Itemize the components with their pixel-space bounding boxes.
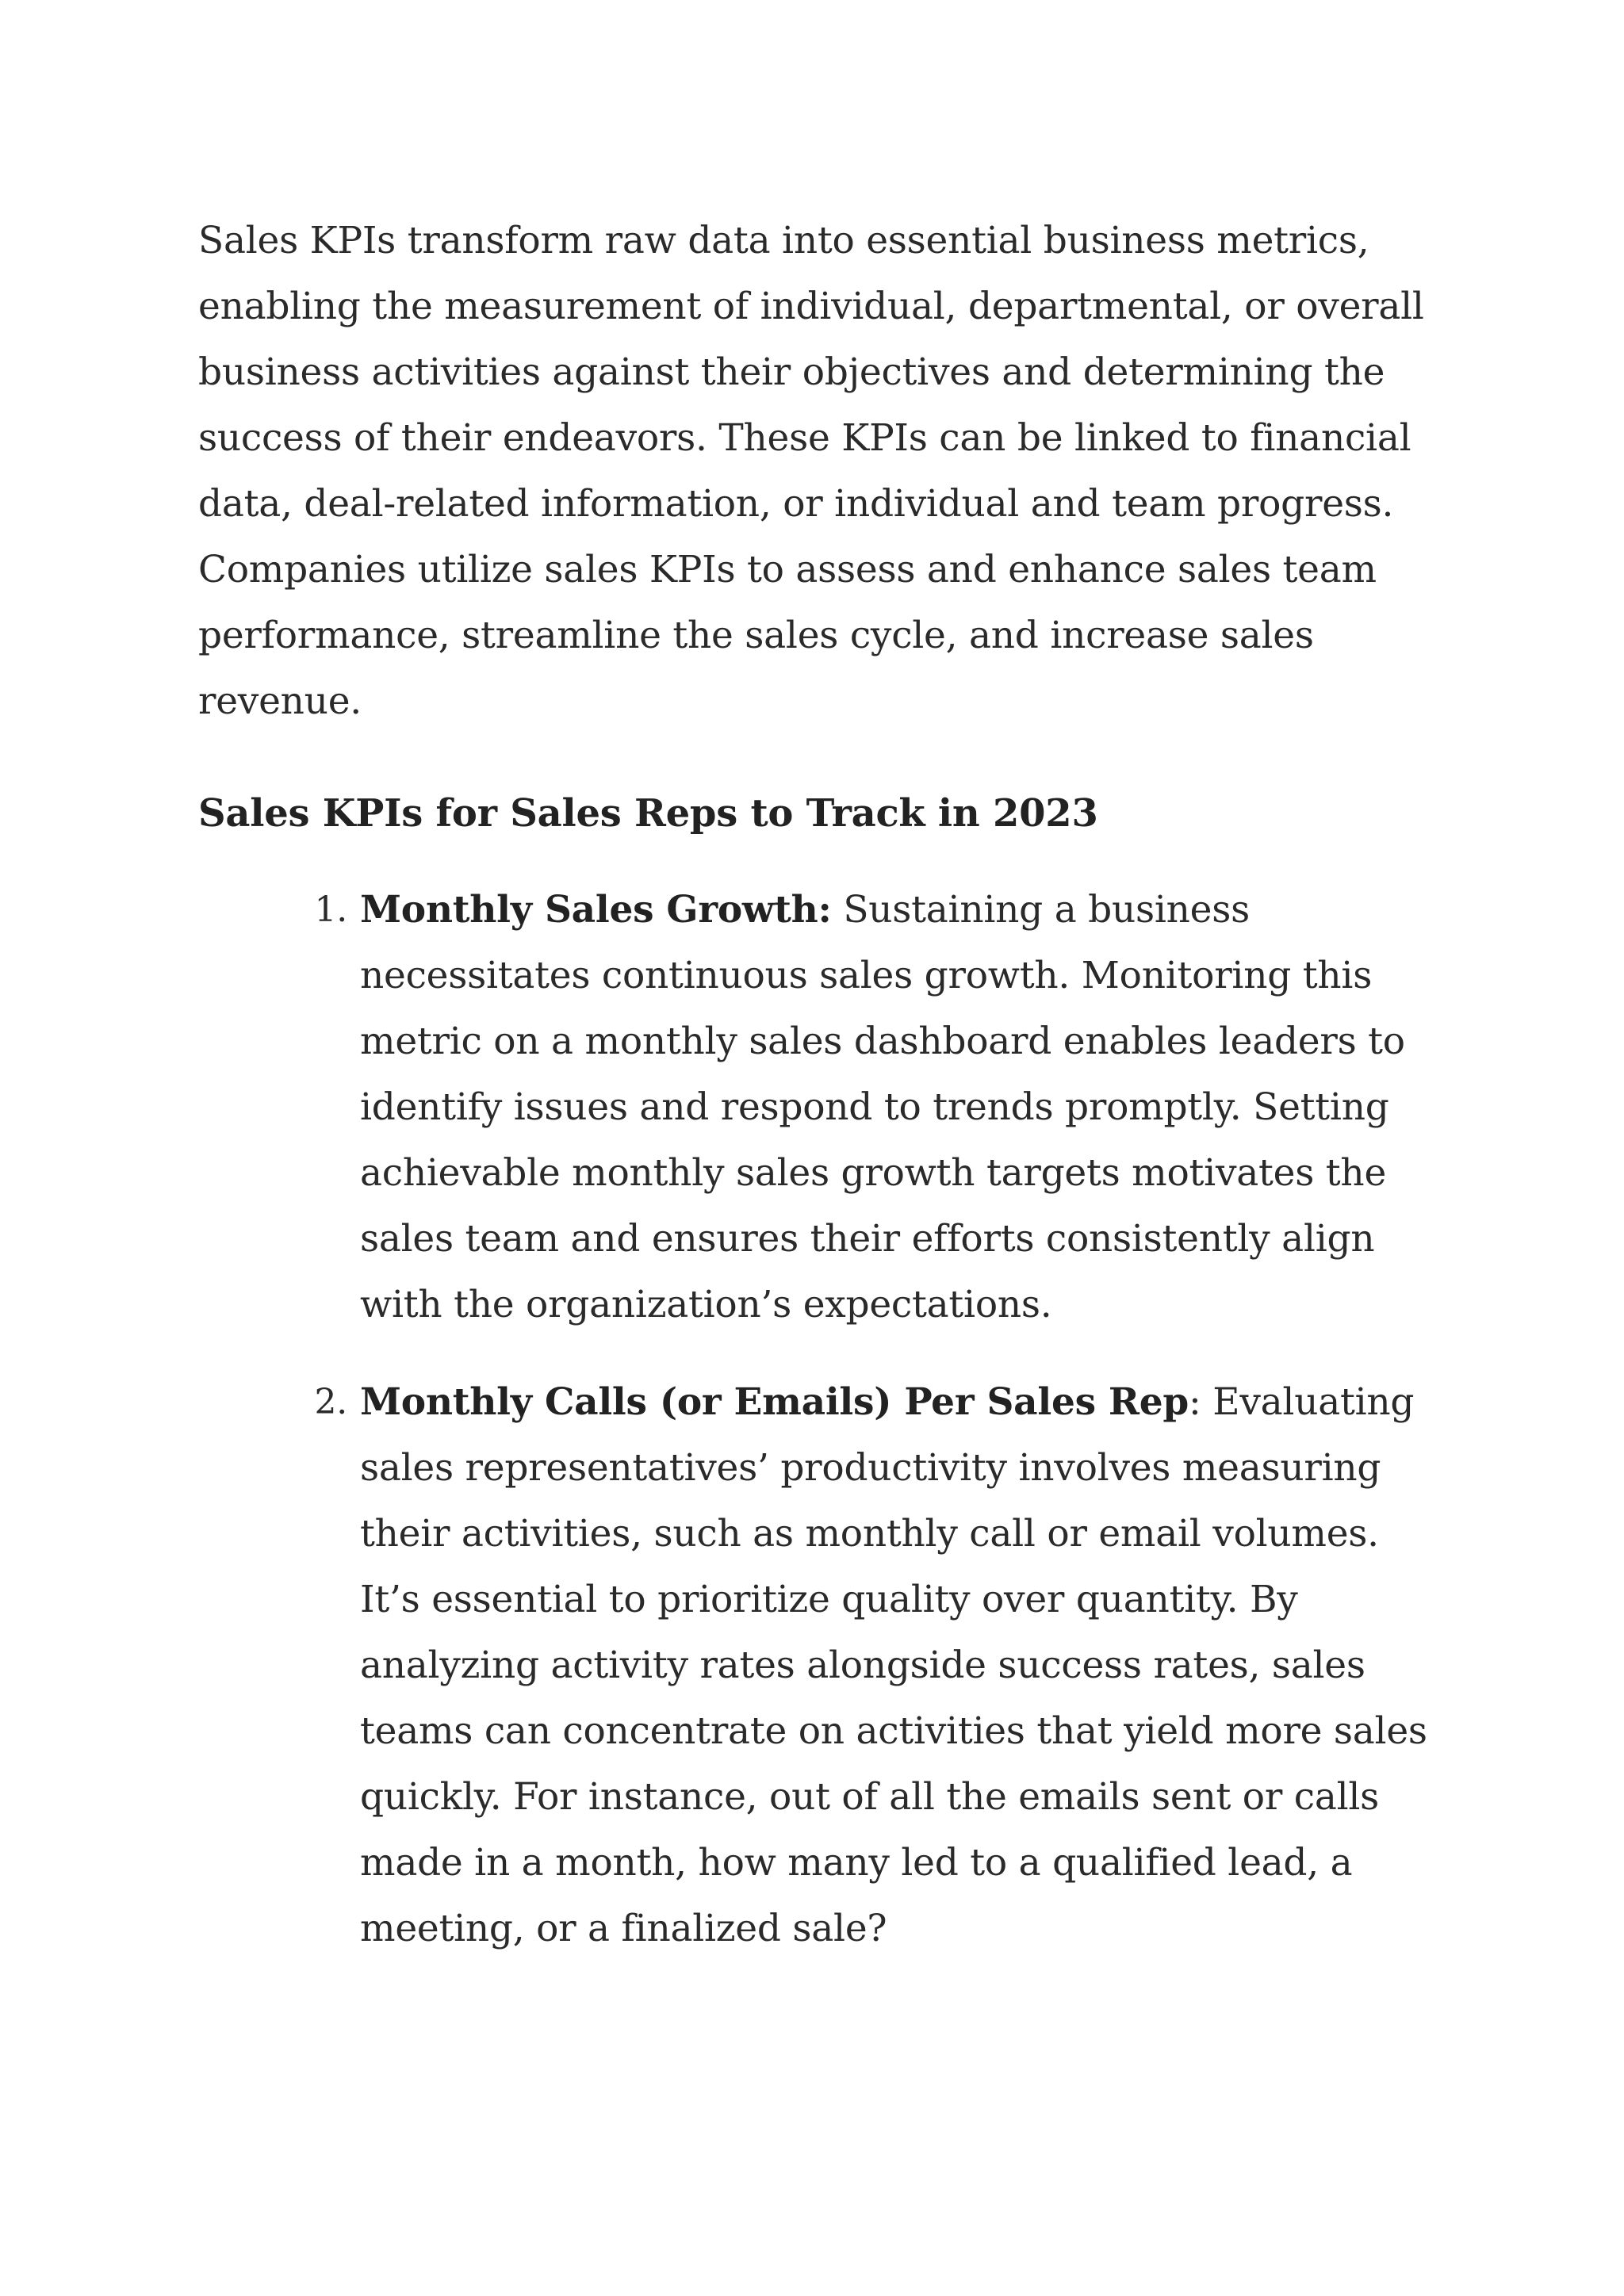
document-content <box>198 208 1435 1993</box>
kpi-item-number: 2. <box>314 1382 347 1422</box>
kpi-item-monthly-calls-per-rep <box>198 1369 1435 1961</box>
kpi-item-term: Monthly Calls (or Emails) Per Sales Rep <box>360 1380 1189 1424</box>
kpi-item-monthly-sales-growth <box>198 877 1435 1337</box>
kpi-item-number: 1. <box>314 890 347 930</box>
kpi-item-description: Sustaining a business necessitates continuous sales growth. Monitoring this metric on a monthly sales dashboard enables leaders to identify issues and respond to trends promptly. Setting achievable monthly sales growth targets motivates the sales team and ensures their efforts consistently align with the organization’s expectations. <box>360 888 1405 1326</box>
intro-paragraph: Sales KPIs transform raw data into essential business metrics, enabling the measurement of individual, departmental, or overall business activities against their objectives and determining the success of their endeavors. These KPIs can be linked to financial data, deal-related information, or individual and team progress. Companies utilize sales KPIs to assess and enhance sales team performance, streamline the sales cycle, and increase sales revenue. <box>198 219 1424 723</box>
kpi-item-description: : Evaluating sales representatives’ productivity involves measuring their activities, such as monthly call or email volumes. It’s essential to prioritize quality over quantity. By analyzing activity rates alongside success rates, sales teams can concentrate on activities that yield more sales quickly. For instance, out of all the emails sent or calls made in a month, how many led to a qualified lead, a meeting, or a finalized sale? <box>360 1380 1427 1950</box>
kpi-list <box>198 877 1435 1961</box>
section-heading: Sales KPIs for Sales Reps to Track in 2023 <box>198 791 1098 836</box>
kpi-item-term: Monthly Sales Growth: <box>360 888 832 932</box>
